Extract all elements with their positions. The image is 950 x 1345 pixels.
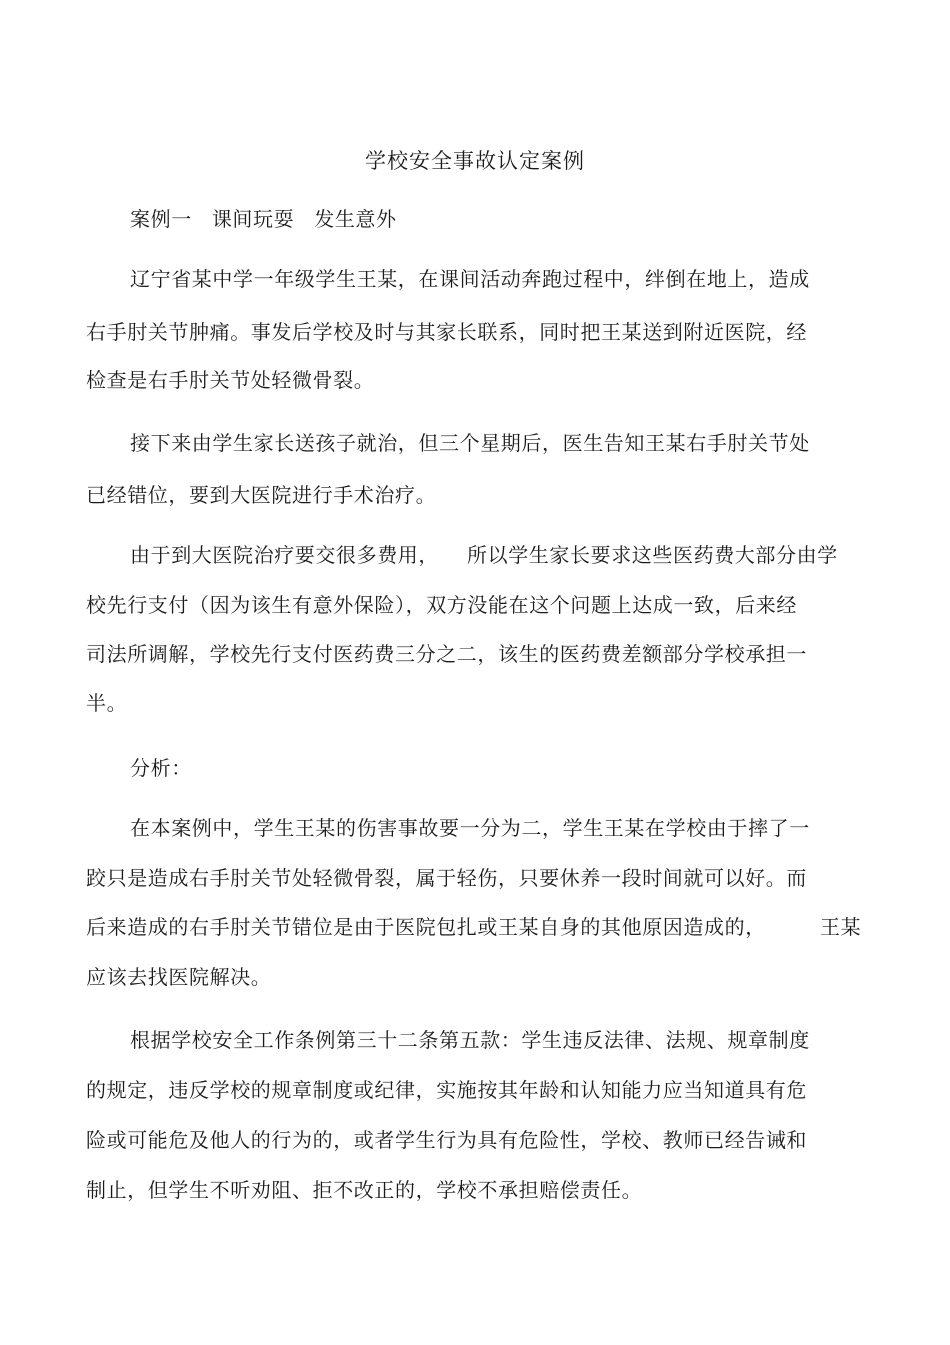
case-heading: [130, 206, 397, 232]
paragraph3-line: 半。: [86, 691, 128, 715]
paragraph1-line: 辽宁省某中学一年级学生王某，在课间活动奔跑过程中，绊倒在地上，造成: [130, 267, 810, 291]
paragraph1-line: 右手肘关节肿痛。事发后学校及时与其家长联系，同时把王某送到附近医院，经: [86, 320, 807, 344]
paragraph4-line: [86, 914, 766, 940]
case-heading-label: 案例一: [130, 207, 192, 231]
case-heading-part1: 课间玩耍: [211, 207, 295, 231]
paragraph5-line: 制止，但学生不听劝阻、拒不改正的，学校不承担赔偿责任。: [86, 1178, 643, 1202]
paragraph3-line1-part-a: 由于到大医院治疗要交很多费用，: [130, 543, 439, 567]
paragraph3-line: [130, 542, 838, 568]
paragraph3-line: 校先行支付（因为该生有意外保险），双方没能在这个问题上达成一致，后来经: [86, 593, 797, 617]
paragraph1-line: 检查是右手肘关节处轻微骨裂。: [86, 368, 375, 392]
paragraph3-line1-part-b: 所以学生家长要求这些医药费大部分由学: [467, 543, 838, 567]
paragraph4-line3-part-a: 后来造成的右手肘关节错位是由于医院包扎或王某自身的其他原因造成的，: [86, 915, 766, 939]
paragraph4-line: 跤只是造成右手肘关节处轻微骨裂，属于轻伤，只要休养一段时间就可以好。而: [86, 866, 807, 890]
analysis-label: 分析：: [130, 756, 192, 780]
case-heading-part2: 发生意外: [314, 207, 397, 231]
paragraph3-line: 司法所调解，学校先行支付医药费三分之二，该生的医药费差额部分学校承担一: [86, 642, 807, 666]
paragraph2-line: 接下来由学生家长送孩子就治，但三个星期后，医生告知王某右手肘关节处: [130, 431, 810, 455]
paragraph5-line: 险或可能危及他人的行为的，或者学生行为具有危险性，学校、教师已经告诫和: [86, 1128, 807, 1152]
paragraph5-line: 根据学校安全工作条例第三十二条第五款：学生违反法律、法规、规章制度: [130, 1028, 810, 1052]
paragraph5-line: 的规定，违反学校的规章制度或纪律，实施按其年龄和认知能力应当知道具有危: [86, 1078, 807, 1102]
paragraph4-line: 应该去找医院解决。: [86, 965, 272, 989]
paragraph4-line: 在本案例中，学生王某的伤害事故要一分为二，学生王某在学校由于摔了一: [130, 816, 810, 840]
paragraph4-line3-part-b: 王某: [820, 915, 862, 939]
document-title: 学校安全事故认定案例: [365, 149, 585, 173]
paragraph2-line: 已经错位，要到大医院进行手术治疗。: [86, 483, 437, 507]
